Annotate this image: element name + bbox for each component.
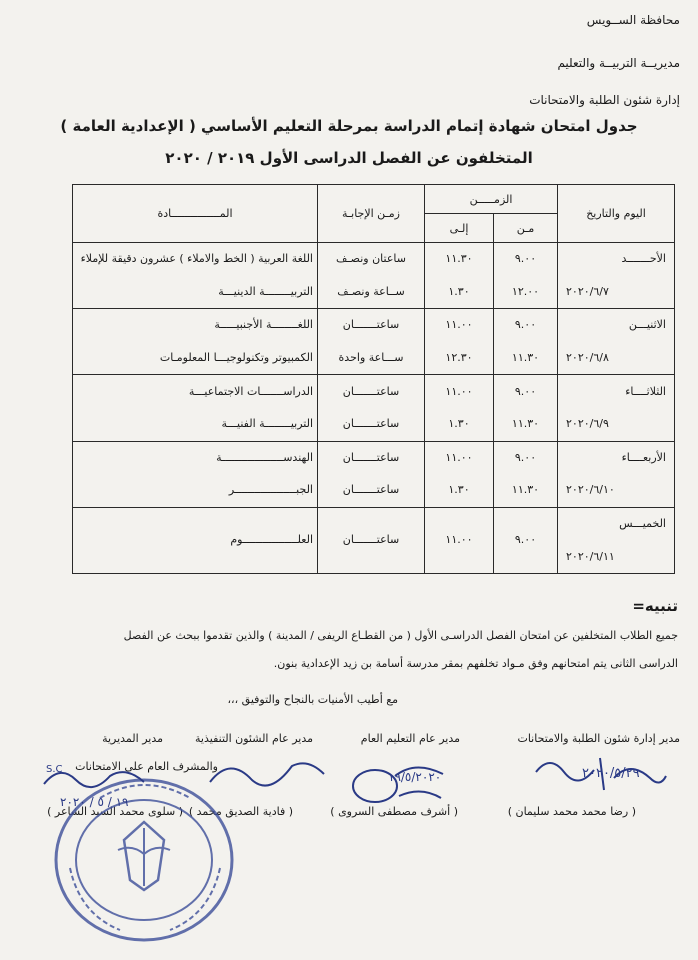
start-time-value: ٩.٠٠	[514, 384, 537, 398]
day-name: الأربعــــاء	[621, 450, 666, 464]
start-time-value: ٩.٠٠	[514, 318, 537, 332]
start-time-cell	[494, 441, 558, 507]
answer-duration-cell	[318, 375, 425, 441]
end-time-value: ١١.٠٠	[445, 384, 473, 398]
start-time-cell	[494, 243, 558, 309]
handwritten-signature-directorate	[40, 758, 150, 798]
answer-duration-value: ساعتـــــــان	[342, 450, 400, 464]
start-time-cell	[494, 309, 558, 375]
day-date-cell	[558, 375, 675, 441]
day-name: الأحـــــــد	[621, 252, 666, 266]
subject-value: الدراســـــــات الاجتماعيـــة	[188, 384, 313, 398]
answer-duration-value: ساعتان ونصـف	[336, 252, 406, 266]
subject-value: اللغــــــــة الأجنبيـــــة	[214, 318, 313, 332]
end-time-value: ١.٣٠	[448, 284, 470, 298]
start-time-cell	[494, 507, 558, 573]
notice-heading: تنبيه=	[632, 597, 678, 615]
signature-name-students-affairs: ( رضا محمد محمد سليمان )	[507, 805, 636, 818]
end-time-value: ١.٣٠	[448, 483, 470, 497]
document-subtitle: المتخلفون عن الفصل الدراسى الأول ٢٠١٩ / ٢٠٢٠	[165, 149, 533, 167]
answer-duration-cell	[318, 243, 425, 309]
subject-value: التربيــــــــة الفنيـــة	[221, 417, 313, 431]
handwritten-date-mid: ١٩/٥/٢٠٢٠	[388, 770, 442, 784]
end-time-cell	[425, 243, 494, 309]
handwritten-date-left: ١٩ / ٥ / ٢٠٢٠	[60, 795, 129, 809]
end-time-value: ١١.٠٠	[445, 450, 473, 464]
subject-value: الجبـــــــــــــــــــر	[228, 483, 313, 497]
answer-duration-value: ساعتـــــــان	[342, 483, 400, 497]
subject-value: الكمبيوتر وتكنولوجيـــا المعلومـات	[159, 351, 313, 365]
answer-duration-cell	[318, 507, 425, 573]
end-time-value: ١.٣٠	[448, 417, 470, 431]
schedule-row	[73, 441, 675, 507]
subject-value: التربيــــــــة الدينيـــة	[218, 284, 313, 298]
subject-cell	[73, 507, 318, 573]
day-date-cell	[558, 309, 675, 375]
end-time-value: ١٢.٣٠	[445, 351, 473, 365]
signature-title-executive-affairs: مدير عام الشئون التنفيذية	[195, 732, 313, 745]
exam-date: ٢٠٢٠/٦/١١	[566, 549, 615, 563]
answer-duration-value: ساعتـــــــان	[342, 417, 400, 431]
start-time-value: ١١.٣٠	[511, 351, 540, 365]
header-duration: زمـن الإجابـة	[318, 185, 425, 243]
signature-title-students-affairs: مدير إدارة شئون الطلبة والامتحانات	[517, 732, 680, 745]
end-time-cell	[425, 441, 494, 507]
answer-duration-value: ســـاعة واحدة	[338, 351, 404, 365]
start-time-value: ١٢.٠٠	[511, 284, 540, 298]
day-date-cell	[558, 441, 675, 507]
exam-date: ٢٠٢٠/٦/٨	[566, 351, 609, 365]
subject-cell	[73, 375, 318, 441]
subject-cell	[73, 309, 318, 375]
svg-text:S.C: S.C	[46, 764, 63, 775]
signature-title-directorate: مدير المديرية	[102, 732, 163, 745]
header-day-date: اليوم والتاريخ	[558, 185, 675, 243]
signature-name-executive-affairs: ( فادية الصديق محمد )	[188, 805, 293, 818]
start-time-value: ١١.٣٠	[511, 417, 540, 431]
handwritten-signature-executive	[200, 752, 330, 800]
directorate-label: مديريــة التربيــة والتعليم	[557, 56, 680, 70]
end-time-value: ١١.٣٠	[445, 252, 473, 266]
start-time-value: ٩.٠٠	[514, 252, 537, 266]
signature-name-general-education: ( أشرف مصطفى السروى )	[330, 805, 458, 818]
exam-schedule-table	[72, 184, 675, 574]
end-time-value: ١١.٠٠	[445, 318, 473, 332]
start-time-value: ٩.٠٠	[514, 533, 537, 547]
end-time-cell	[425, 507, 494, 573]
start-time-cell	[494, 375, 558, 441]
subject-value: العلـــــــــــــــــوم	[230, 533, 313, 547]
signature-title-general-education: مدير عام التعليم العام	[360, 732, 460, 745]
governorate-label: محافظة الســويس	[586, 13, 680, 27]
day-date-cell	[558, 507, 675, 573]
subject-value: الهندســـــــــــــــــــة	[216, 450, 313, 464]
exam-date: ٢٠٢٠/٦/٧	[566, 284, 609, 298]
answer-duration-value: ســاعة ونصـف	[337, 284, 405, 298]
handwritten-date-right: ٢٠٢٠/٥/٢٩	[582, 766, 640, 781]
start-time-value: ٩.٠٠	[514, 450, 537, 464]
answer-duration-value: ساعتـــــــان	[342, 533, 400, 547]
supervisor-title: والمشرف العام على الامتحانات	[75, 760, 218, 773]
document-title: جدول امتحان شهادة إتمام الدراسة بمرحلة التعليم الأساسي ( الإعدادية العامة )	[60, 117, 638, 135]
header-from: مـن	[494, 214, 558, 243]
notice-line-2: الدراسى الثانى يتم امتحانهم وفق مـواد تخلفهم بمقر مدرسة أسامة بن زيد الإعدادية بنون.	[273, 657, 678, 670]
answer-duration-cell	[318, 309, 425, 375]
closing-wishes: مع أطيب الأمنيات بالنجاح والتوفيق ،،،	[227, 693, 398, 706]
schedule-row	[73, 375, 675, 441]
exam-date: ٢٠٢٠/٦/١٠	[566, 483, 615, 497]
schedule-row	[73, 309, 675, 375]
schedule-row	[73, 507, 675, 573]
answer-duration-value: ساعتـــــــان	[342, 318, 400, 332]
answer-duration-value: ساعتـــــــان	[342, 384, 400, 398]
end-time-cell	[425, 375, 494, 441]
schedule-row	[73, 243, 675, 309]
day-date-cell	[558, 243, 675, 309]
day-name: الثلاثــــاء	[625, 384, 666, 398]
day-name: الخميـــس	[619, 517, 666, 531]
end-time-value: ١١.٠٠	[445, 533, 473, 547]
day-name: الاثنيـــن	[628, 318, 666, 332]
subject-cell	[73, 243, 318, 309]
exam-date: ٢٠٢٠/٦/٩	[566, 417, 609, 431]
header-to: إلـى	[425, 214, 494, 243]
subject-value: اللغة العربية ( الخط والاملاء ) عشرون دقيقة للإملاء	[80, 252, 313, 266]
signature-name-directorate: ( سلوى محمد السيد الشاعر )	[47, 805, 183, 818]
start-time-value: ١١.٣٠	[511, 483, 540, 497]
end-time-cell	[425, 309, 494, 375]
header-time: الزمـــــن	[425, 185, 558, 214]
answer-duration-cell	[318, 441, 425, 507]
department-label: إدارة شئون الطلبة والامتحانات	[529, 93, 680, 107]
notice-line-1: جميع الطلاب المتخلفين عن امتحان الفصل الدراسـى الأول ( من القطـاع الريفى / المدينة ) والذين تقدموا ببحث عن الفصل	[123, 629, 678, 642]
subject-cell	[73, 441, 318, 507]
header-subject: المـــــــــــــــادة	[73, 185, 318, 243]
